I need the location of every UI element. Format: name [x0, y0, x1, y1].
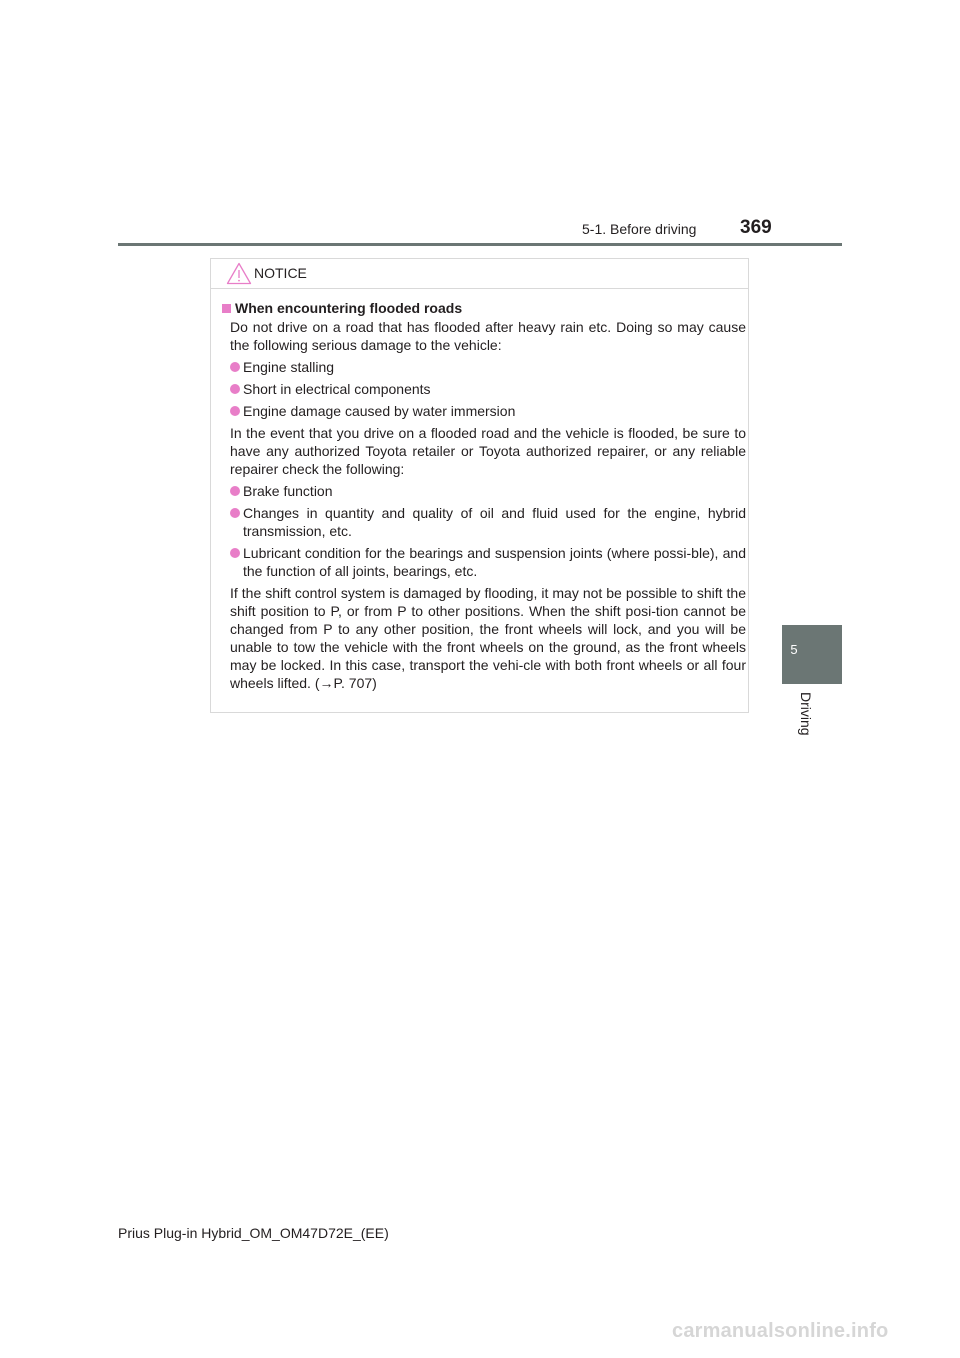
- circle-bullet-icon: [230, 384, 240, 394]
- square-bullet-icon: [222, 304, 231, 313]
- page-number: 369: [740, 217, 772, 238]
- watermark-text: carmanualsonline.info: [672, 1320, 889, 1342]
- list-item: [230, 544, 746, 580]
- warning-triangle-icon: [226, 262, 252, 285]
- subheading-text: When encountering flooded roads: [235, 300, 463, 316]
- list-item: [230, 504, 746, 540]
- notice-header: [211, 259, 748, 289]
- section-title: 5-1. Before driving: [582, 221, 697, 237]
- list-item: [230, 380, 746, 398]
- chapter-number: 5: [790, 642, 798, 657]
- list-item-text: Brake function: [243, 483, 333, 499]
- notice-subheading: [219, 299, 746, 317]
- list-item-text: Lubricant condition for the bearings and suspension joints (where possi-ble), and the function of all joints, bearings, etc.: [243, 545, 746, 579]
- circle-bullet-icon: [230, 486, 240, 496]
- circle-bullet-icon: [230, 362, 240, 372]
- circle-bullet-icon: [230, 508, 240, 518]
- list-item-text: Changes in quantity and quality of oil and fluid used for the engine, hybrid transmission, etc.: [243, 505, 746, 539]
- circle-bullet-icon: [230, 548, 240, 558]
- list-item-text: Engine damage caused by water immersion: [243, 403, 516, 419]
- notice-body: [219, 299, 746, 696]
- check-paragraph: In the event that you drive on a flooded road and the vehicle is flooded, be sure to have any authorized Toyota retailer or Toyota authorized repairer, or any reliable repairer check the following:: [230, 425, 746, 477]
- notice-title: NOTICE: [254, 265, 307, 281]
- list-item: [230, 482, 746, 500]
- chapter-tab: [782, 625, 842, 684]
- document-id: Prius Plug-in Hybrid_OM_OM47D72E_(EE): [118, 1225, 389, 1241]
- list-item: [230, 358, 746, 376]
- list-item-text: Engine stalling: [243, 359, 335, 375]
- closing-paragraph: If the shift control system is damaged by flooding, it may not be possible to shift the shift position to P, or from P to other positions. When the shift posi-tion cannot be changed from P to any other position, the front wheels will lock, and you will be unable to tow the vehicle with the front wheels on the ground, as the front wheels may be locked. In this case, transport the vehi-cle with both front wheels or all four wheels lifted. (→P. 707): [230, 585, 746, 691]
- circle-bullet-icon: [230, 406, 240, 416]
- header-divider: [118, 243, 842, 246]
- notice-box: [210, 258, 749, 713]
- list-item-text: Short in electrical components: [243, 381, 431, 397]
- intro-paragraph: Do not drive on a road that has flooded after heavy rain etc. Doing so may cause the following serious damage to the vehicle:: [230, 319, 746, 353]
- chapter-label: Driving: [798, 692, 814, 736]
- list-item: [230, 402, 746, 420]
